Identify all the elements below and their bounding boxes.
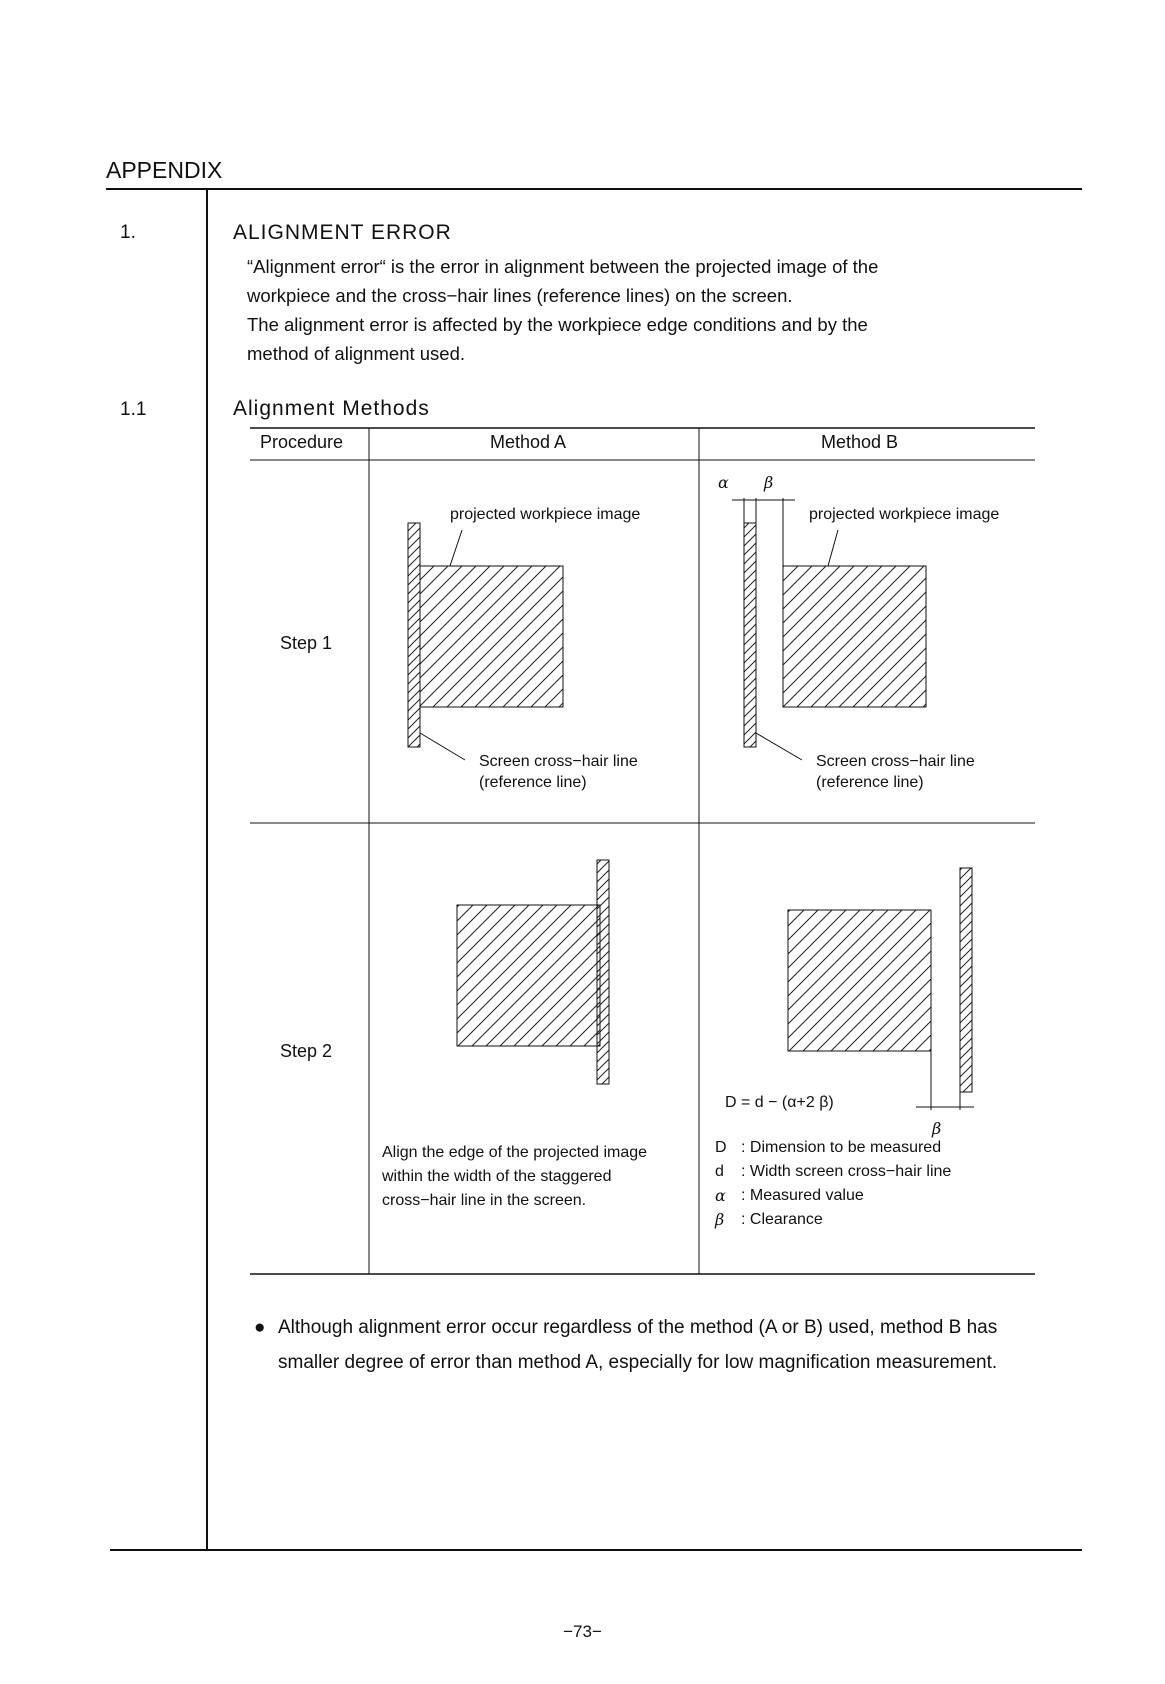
legend-text: : Measured value [741,1187,864,1204]
projected-image-shape [457,905,600,1046]
header-method-b: Method B [821,432,899,452]
bullet-icon: ● [254,1317,266,1338]
legend-text: : Width screen cross−hair line [741,1163,952,1180]
top-rule [106,188,1082,190]
beta-label: β [932,1119,942,1138]
beta-label: β [764,473,774,492]
note-line: Align the edge of the projected image [382,1144,648,1161]
page-number: −73− [563,1622,602,1641]
method-a-step1-diagram [408,523,563,760]
legend-symbol: D [715,1139,727,1156]
legend-symbol: α [715,1186,726,1205]
projected-image-label: projected workpiece image [809,506,1000,523]
method-b-step1-diagram [732,498,926,760]
intro-paragraph [247,252,1047,368]
note-line: cross−hair line in the screen. [382,1192,587,1209]
crosshair-label: Screen cross−hair line [479,753,638,770]
section-heading: ALIGNMENT ERROR [233,221,452,244]
page-title: APPENDIX [106,157,223,183]
crosshair-line-shape [597,860,609,1084]
leader-line [828,530,838,566]
method-b-step2-diagram [788,868,974,1110]
alignment-methods-table [250,428,1035,1275]
leader-line [420,733,465,760]
header-procedure: Procedure [260,432,344,452]
margin-rule [206,189,208,1551]
method-a-step2-diagram [457,860,609,1084]
projected-image-shape [783,566,926,707]
projected-image-shape [420,566,563,707]
intro-line: “Alignment error“ is the error in alignment between the projected image of the [247,256,879,277]
bottom-rule [110,1549,1082,1551]
formula-label: D = d − (α+2 β) [725,1094,834,1111]
step-1-label: Step 1 [280,633,333,653]
legend-text: : Dimension to be measured [741,1139,942,1156]
alpha-label: α [718,473,729,492]
crosshair-line-shape [960,868,972,1092]
method-a-note [382,1141,647,1213]
legend-symbol: β [715,1210,725,1229]
note-line: within the width of the staggered [382,1168,612,1185]
crosshair-line-shape [408,523,420,747]
header-method-a: Method A [490,432,567,452]
subsection-heading: Alignment Methods [233,397,430,420]
crosshair-label-sub: (reference line) [816,774,924,791]
leader-line [450,530,462,566]
intro-line: method of alignment used. [247,343,466,364]
bullet-note-text: Although alignment error occur regardless of the method (A or B) used, method B has smaller degree of error than method A, especially for low magnification measurement. [278,1317,998,1373]
step-2-label: Step 2 [280,1041,333,1061]
crosshair-line-shape [744,523,756,747]
intro-line: workpiece and the cross−hair lines (reference lines) on the screen. [247,285,793,306]
leader-line [756,733,802,760]
crosshair-label: Screen cross−hair line [816,753,975,770]
projected-image-shape [788,910,931,1051]
legend-symbol: d [715,1163,724,1180]
crosshair-label-sub: (reference line) [479,774,587,791]
intro-line: The alignment error is affected by the workpiece edge conditions and by the [247,314,868,335]
subsection-number: 1.1 [120,399,147,420]
section-number: 1. [120,222,136,243]
projected-image-label: projected workpiece image [450,506,641,523]
bullet-note [254,1310,1044,1380]
legend-text: : Clearance [741,1211,823,1228]
